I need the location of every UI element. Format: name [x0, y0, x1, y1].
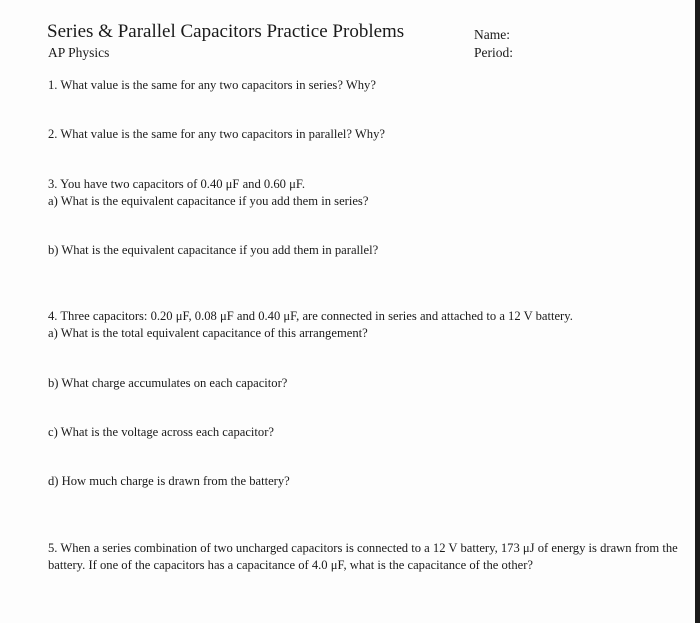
question-3-intro: 3. You have two capacitors of 0.40 μF and 0.60 μF.: [48, 177, 306, 191]
period-field-label: Period:: [474, 45, 513, 60]
page-title: Series & Parallel Capacitors Practice Problems: [47, 21, 405, 42]
question-3b: b) What is the equivalent capacitance if you add them in parallel?: [48, 243, 379, 257]
question-3a: a) What is the equivalent capacitance if you add them in series?: [48, 194, 369, 208]
question-4d: d) How much charge is drawn from the battery?: [48, 474, 290, 488]
course-subtitle: AP Physics: [48, 45, 110, 60]
question-4a: a) What is the total equivalent capacitance of this arrangement?: [48, 326, 368, 340]
name-field-label: Name:: [474, 27, 510, 42]
question-5: 5. When a series combination of two uncharged capacitors is connected to a 12 V battery, 173 μJ of energy is drawn from the battery. If one of the capacitors has a capacitance of 4.0 μF, what is the capacitance of the other?: [48, 541, 678, 572]
question-4c: c) What is the voltage across each capacitor?: [48, 425, 274, 439]
question-1: 1. What value is the same for any two capacitors in series? Why?: [48, 78, 376, 92]
question-2: 2. What value is the same for any two capacitors in parallel? Why?: [48, 127, 385, 141]
question-4b: b) What charge accumulates on each capacitor?: [48, 376, 288, 390]
page-edge-shadow: [695, 0, 700, 623]
question-4-intro: 4. Three capacitors: 0.20 μF, 0.08 μF and 0.40 μF, are connected in series and attached to a 12 V battery.: [48, 309, 573, 323]
